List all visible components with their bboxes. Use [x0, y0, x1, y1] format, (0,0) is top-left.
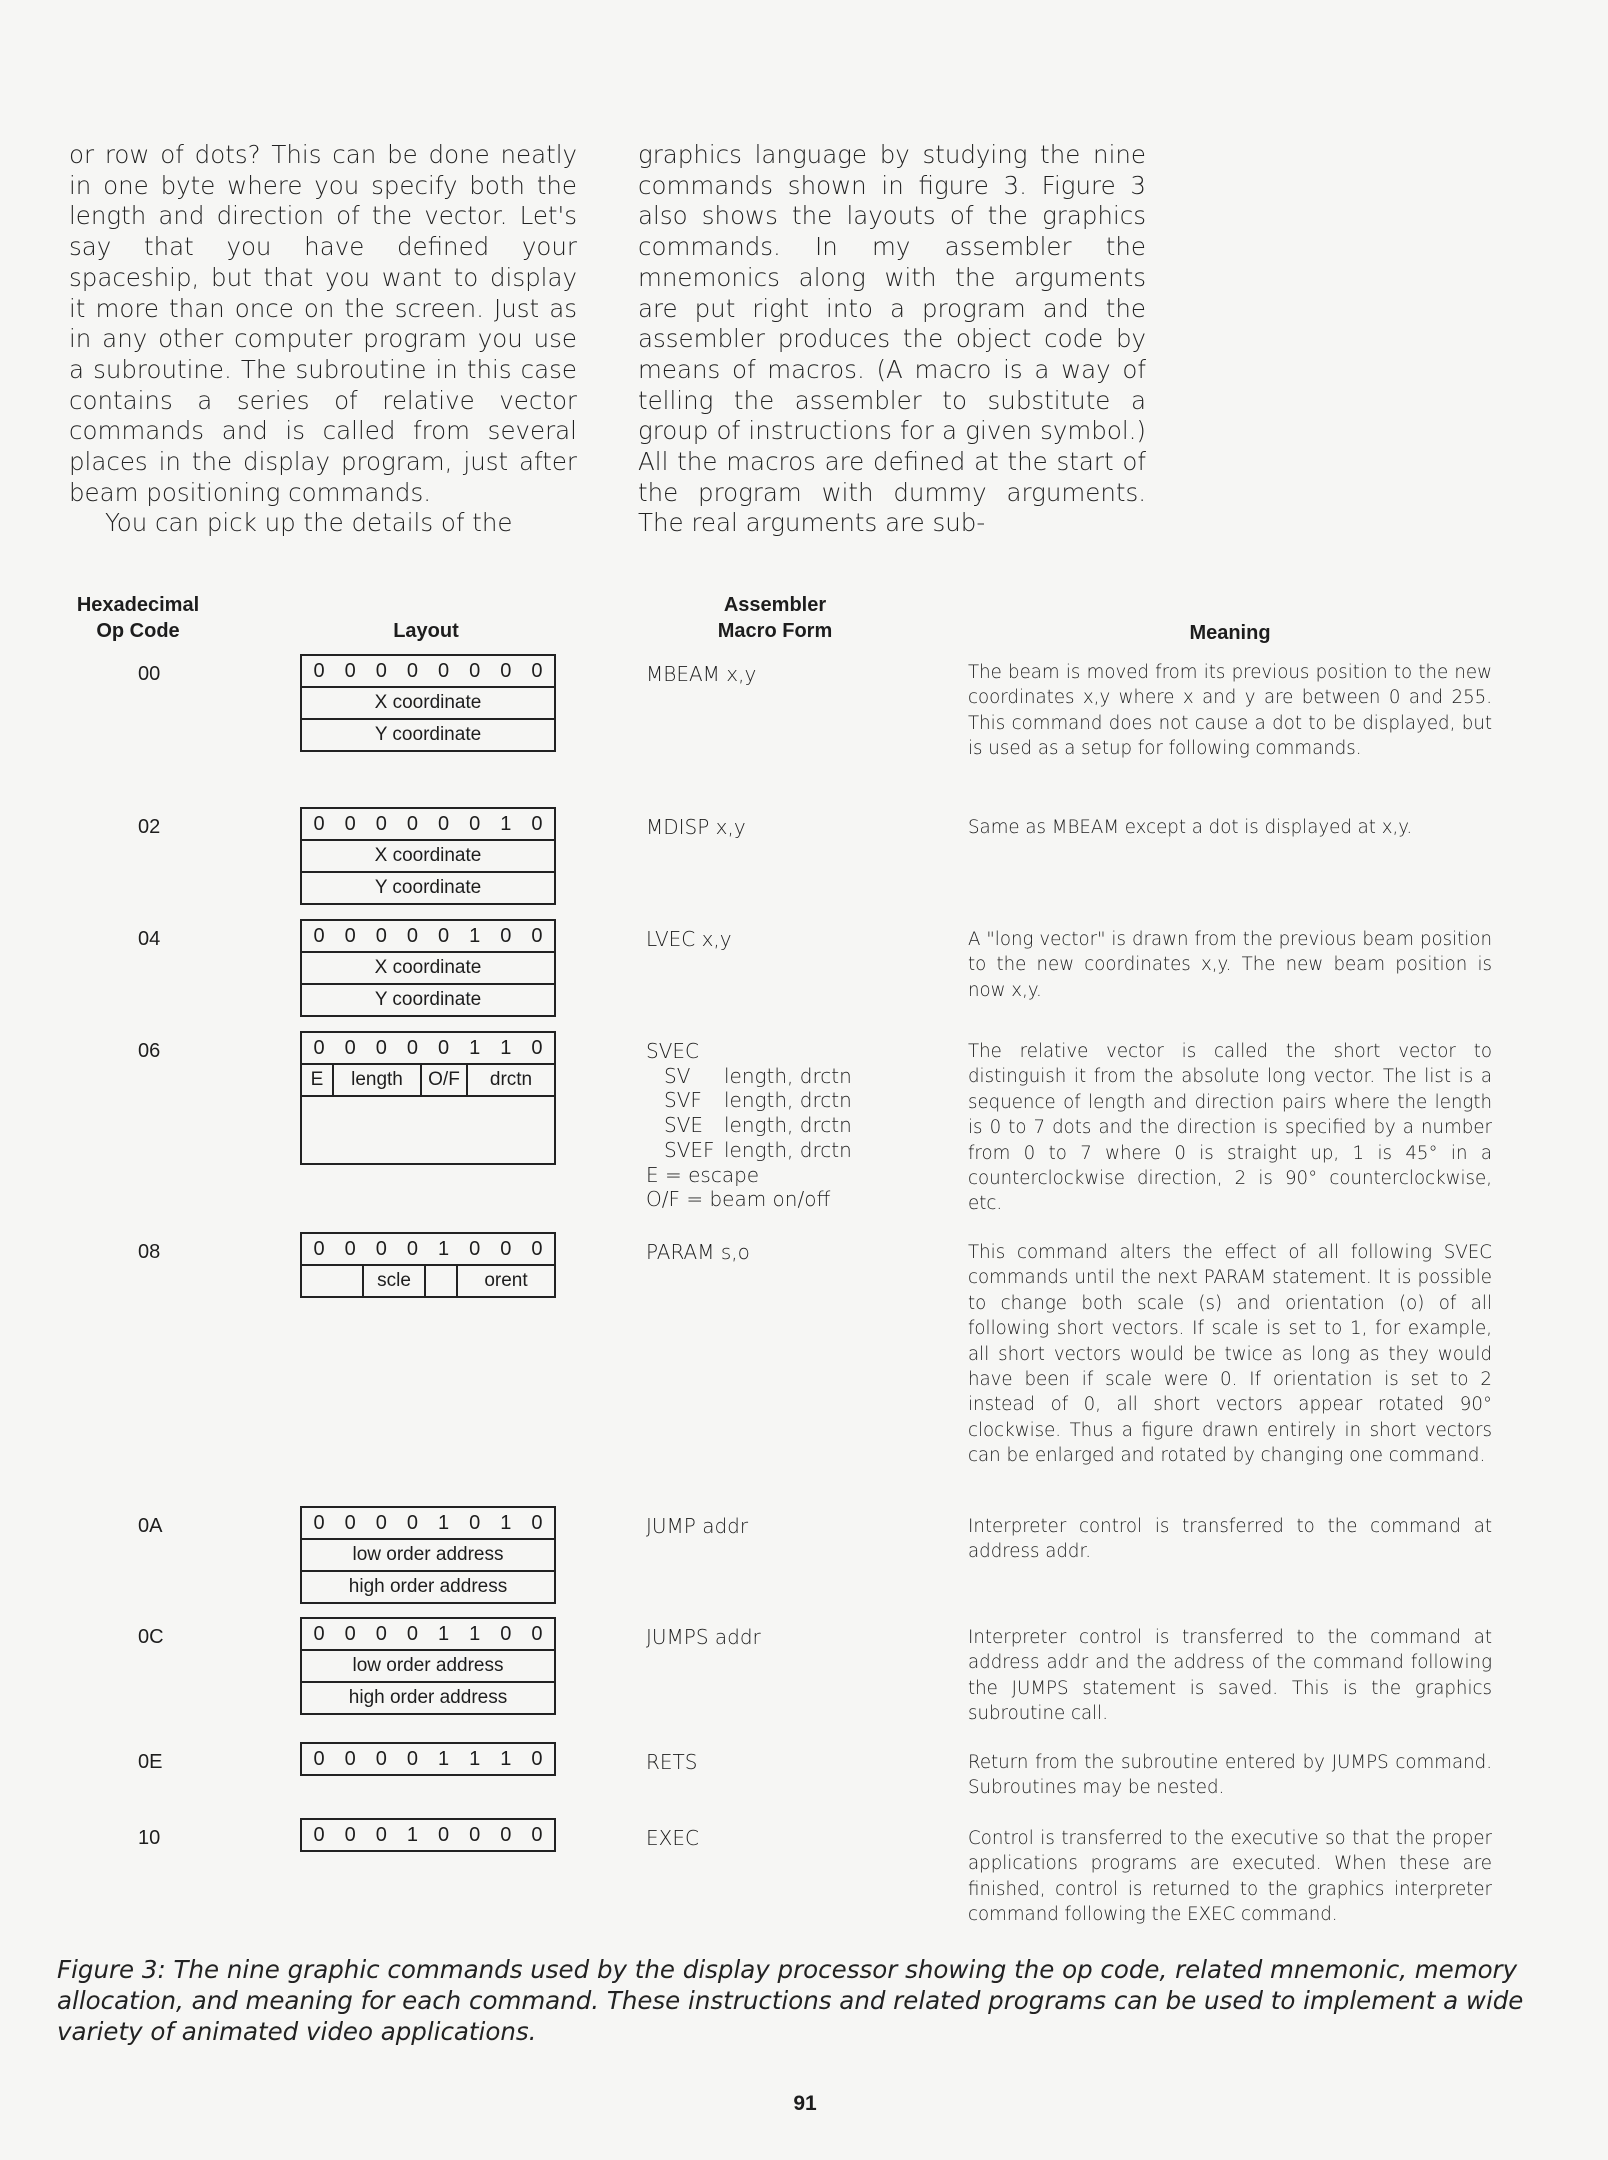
- layout-box: [300, 654, 556, 752]
- bit-row: 0 0 0 0 1 1 1 0: [313, 1747, 543, 1770]
- opcode: 04: [138, 928, 161, 950]
- opcode: 0A: [138, 1515, 163, 1537]
- layout-field: low order address: [302, 1538, 554, 1570]
- bit-row: 0 0 0 0 0 1 0 0: [313, 924, 543, 947]
- macro-form: RETS: [646, 1750, 698, 1774]
- subfield-row: scle orent: [302, 1264, 554, 1296]
- body-column-right: [638, 140, 1146, 539]
- layout-box: [300, 919, 556, 1017]
- meaning-text: Control is transferred to the executive so that the proper applications programs are executed. When these are finished, control is returned to the graphics interpreter command following the EXEC command.: [968, 1828, 1492, 1926]
- opcode: 08: [138, 1241, 161, 1263]
- layout-box: [300, 1818, 556, 1852]
- layout-field: X coordinate: [302, 951, 554, 983]
- layout-box: [300, 807, 556, 905]
- opcode: 0C: [138, 1626, 164, 1648]
- opcode: 10: [138, 1827, 161, 1849]
- meaning-text: Same as MBEAM except a dot is displayed at x,y.: [968, 817, 1413, 838]
- layout-field: high order address: [302, 1681, 554, 1713]
- body-column-left: [69, 140, 577, 539]
- opcode: 02: [138, 816, 161, 838]
- layout-field: high order address: [302, 1570, 554, 1602]
- layout-box: [300, 1617, 556, 1715]
- bit-row: 0 0 0 0 0 1 1 0: [313, 1036, 543, 1059]
- opcode: 0E: [138, 1751, 163, 1773]
- header-opcode: Hexadecimal Op Code: [76, 594, 200, 642]
- layout-field: low order address: [302, 1649, 554, 1681]
- body-paragraph: or row of dots? This can be done neatly in one byte where you specify both the length and direction of the vector. Let's say that you have defined your spaceship, but that you want to display it more than once on the screen. Just as in any other computer program you use a subroutine. The subroutine in this case contains a series of relative vector commands and is called from several places in the display program, just after beam positioning commands.: [69, 140, 577, 507]
- macro-form: PARAM s,o: [646, 1240, 750, 1264]
- meaning-text: The relative vector is called the short vector to distinguish it from the absolute long vector. The list is a sequence of length and direction pairs where the length is 0 to 7 dots and the direction is specified by a number from 0 to 7 where 0 is straight up, 1 is 45° in a counterclockwise direction, 2 is 90° counterclockwise, etc.: [968, 1041, 1492, 1215]
- macro-form: LVEC x,y: [646, 927, 732, 951]
- body-paragraph: graphics language by studying the nine commands shown in figure 3. Figure 3 also shows the layouts of the graphics commands. In my assembler the mnemonics along with the arguments are put right into a program and the assembler produces the object code by means of macros. (A macro is a way of telling the assembler to substitute a group of instructions for a given symbol.) All the macros are defined at the start of the program with dummy arguments. The real arguments are sub-: [638, 140, 1146, 538]
- short-vector-list-area: [302, 1095, 554, 1163]
- meaning-text: Return from the subroutine entered by JUMPS command. Subroutines may be nested.: [968, 1752, 1492, 1799]
- meaning-text: A "long vector" is drawn from the previous beam position to the new coordinates x,y. The new beam position is now x,y.: [968, 929, 1492, 1001]
- subfield-row: E length O/F drctn: [302, 1063, 554, 1095]
- page-number: 91: [793, 2092, 817, 2115]
- opcode: 00: [138, 663, 161, 685]
- bit-row: 0 0 0 1 0 0 0 0: [313, 1823, 543, 1846]
- meaning-text: The beam is moved from its previous position to the new coordinates x,y where x and y are between 0 and 255. This command does not cause a dot to be displayed, but is used as a setup for following commands.: [968, 662, 1492, 760]
- body-paragraph: You can pick up the details of the: [105, 508, 513, 538]
- meaning-text: Interpreter control is transferred to the command at address addr.: [968, 1516, 1492, 1563]
- layout-field: Y coordinate: [302, 983, 554, 1015]
- bit-row: 0 0 0 0 1 0 0 0: [313, 1237, 543, 1260]
- layout-box: [300, 1742, 556, 1776]
- macro-form: MBEAM x,y: [646, 662, 757, 686]
- layout-field: X coordinate: [302, 839, 554, 871]
- layout-field: Y coordinate: [302, 871, 554, 903]
- layout-box: [300, 1031, 556, 1165]
- header-assembler: Assembler Macro Form: [717, 594, 833, 642]
- macro-form: SVEC SV length, drctn SVF length, drctn SVE length, drctn SVEF length, drctn E = escape O/F = beam on/off: [646, 1039, 852, 1212]
- bit-row: 0 0 0 0 1 1 0 0: [313, 1622, 543, 1645]
- macro-form: MDISP x,y: [646, 815, 746, 839]
- bit-row: 0 0 0 0 0 0 0 0: [313, 659, 543, 682]
- layout-box: [300, 1232, 556, 1298]
- bit-row: 0 0 0 0 0 0 1 0: [313, 812, 543, 835]
- header-layout: Layout: [393, 620, 459, 642]
- figure-caption: Figure 3: The nine graphic commands used by the display processor showing the op code, related mnemonic, memory allocation, and meaning for each command. These instructions and related programs can be used to implement a wide variety of animated video applications.: [57, 1955, 1524, 2046]
- macro-form: EXEC: [646, 1826, 699, 1850]
- layout-box: [300, 1506, 556, 1604]
- macro-form: JUMPS addr: [646, 1625, 761, 1649]
- meaning-text: Interpreter control is transferred to the command at address addr and the address of the command following the JUMPS statement is saved. This is the graphics subroutine call.: [968, 1627, 1492, 1725]
- header-meaning: Meaning: [1189, 622, 1271, 644]
- opcode: 06: [138, 1040, 161, 1062]
- layout-field: Y coordinate: [302, 718, 554, 750]
- meaning-text: This command alters the effect of all following SVEC commands until the next PARAM statement. It is possible to change both scale (s) and orientation (o) of all following short vectors. If scale is set to 1, for example, all short vectors would be twice as long as they would have been if scale were 0. If orientation is set to 2 instead of 0, all short vectors appear rotated 90° clockwise. Thus a figure drawn entirely in short vectors can be enlarged and rotated by changing one command.: [968, 1242, 1492, 1467]
- bit-row: 0 0 0 0 1 0 1 0: [313, 1511, 543, 1534]
- layout-field: X coordinate: [302, 686, 554, 718]
- macro-form: JUMP addr: [646, 1514, 749, 1538]
